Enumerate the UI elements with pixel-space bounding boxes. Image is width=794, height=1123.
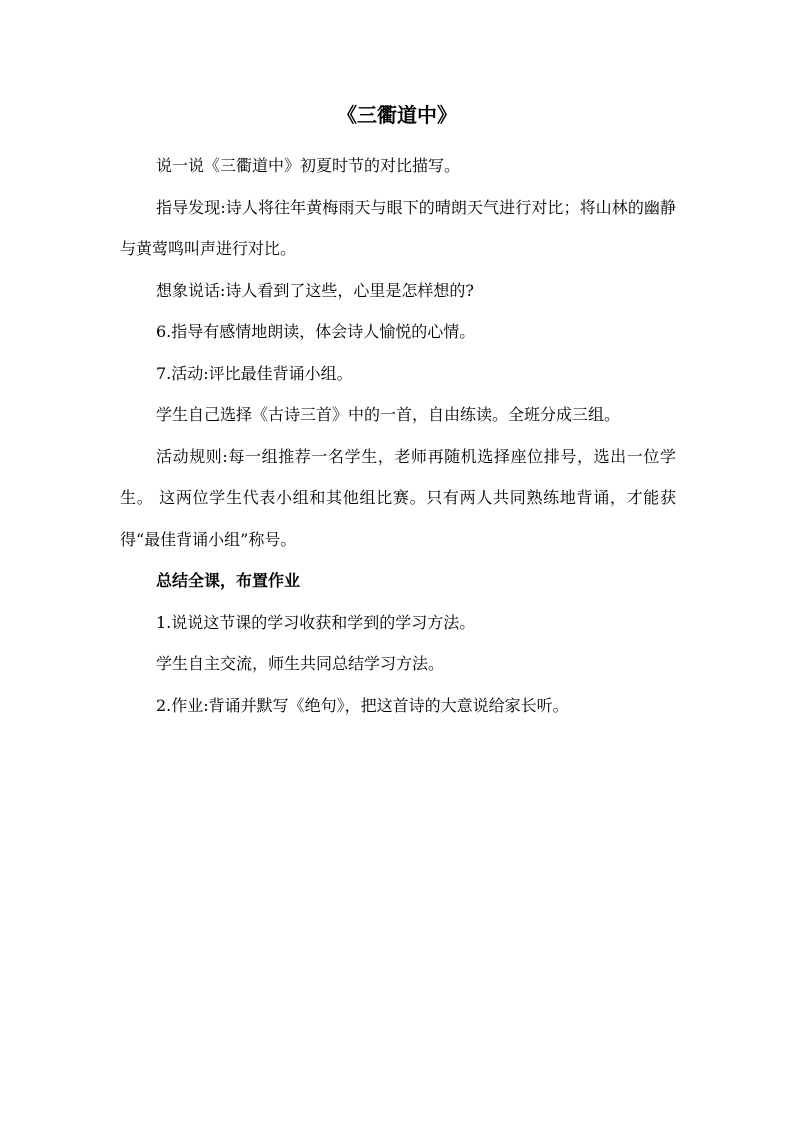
paragraph-student-choice: 学生自己选择《古诗三首》中的一首，自由练读。全班分成三组。 bbox=[156, 405, 621, 424]
document-title: 《三衢道中》 bbox=[337, 103, 457, 127]
paragraph-step-2-homework: 2.作业:背诵并默写《绝句》，把这首诗的大意说给家长听。 bbox=[156, 695, 569, 715]
paragraph-step-1: 1.说说这节课的学习收获和学到的学习方法。 bbox=[156, 612, 476, 632]
paragraph-student-exchange: 学生自主交流，师生共同总结学习方法。 bbox=[156, 654, 445, 673]
section-heading-summary: 总结全课，布置作业 bbox=[156, 571, 301, 590]
paragraph-activity-rules: 活动规则:每一组推荐一名学生，老师再随机选择座位排号，选出一位学生。 这两位学生代表小组和其他组比赛。只有两人共同熟练地背诵，才能获得“最佳背诵小组”称号。 bbox=[120, 446, 676, 549]
paragraph-imagine-speak: 想象说话:诗人看到了这些，心里是怎样想的? bbox=[156, 280, 474, 300]
document-body bbox=[120, 145, 676, 726]
paragraph-step-6: 6.指导有感情地朗读，体会诗人愉悦的心情。 bbox=[156, 322, 476, 341]
paragraph-guide-discovery: 指导发现:诗人将往年黄梅雨天与眼下的晴朗天气进行对比；将山林的幽静与黄莺鸣叫声进行对比。 bbox=[120, 197, 676, 258]
paragraph-comparison-intro: 说一说《三衢道中》初夏时节的对比描写。 bbox=[156, 156, 461, 175]
paragraph-step-7: 7.活动:评比最佳背诵小组。 bbox=[156, 363, 353, 383]
